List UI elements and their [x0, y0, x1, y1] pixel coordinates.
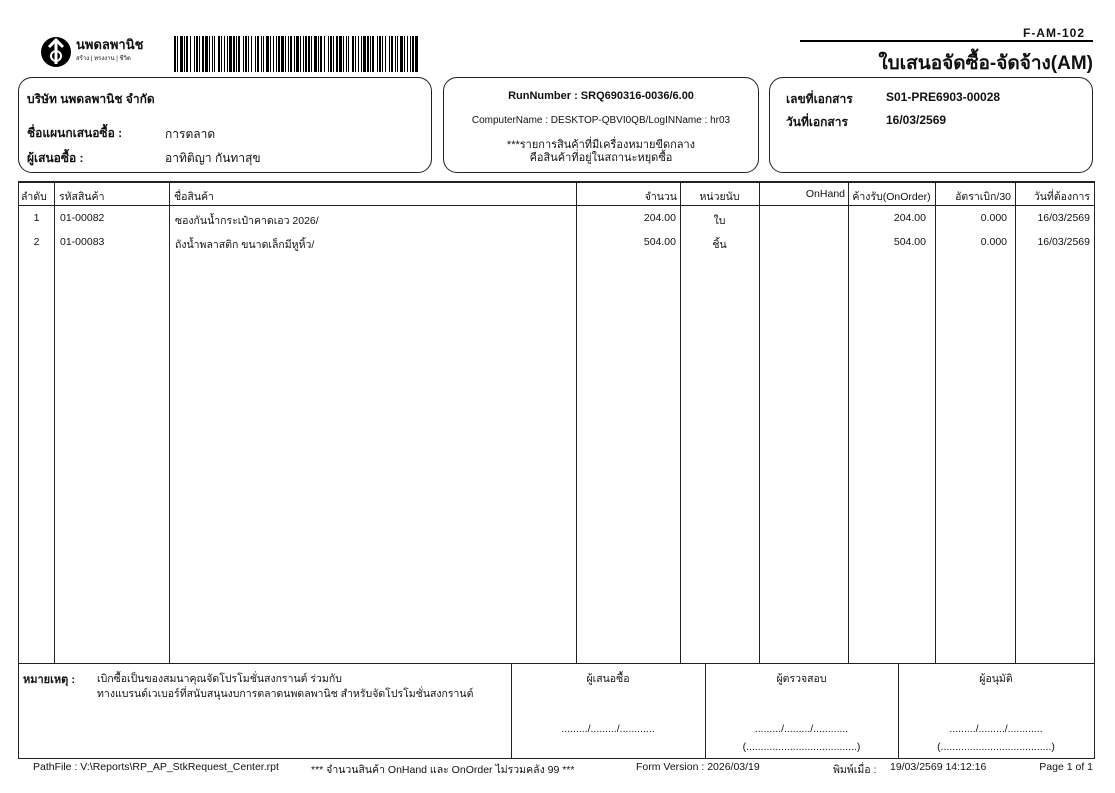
- barcode: [174, 36, 422, 72]
- row-date: 16/03/2569: [1037, 236, 1090, 248]
- discontinued-note-2: คือสินค้าที่อยู่ในสถานะหยุดซื้อ: [529, 152, 673, 164]
- title-rule: [800, 40, 1093, 42]
- doc-date-label: วันที่เอกสาร: [786, 115, 848, 129]
- department-value: การตลาด: [165, 127, 216, 141]
- footer-printed-label: พิมพ์เมื่อ :: [833, 764, 877, 776]
- row-unit: ชิ้น: [712, 239, 727, 251]
- row-date: 16/03/2569: [1037, 212, 1090, 224]
- requester-label: ผู้เสนอซื้อ :: [27, 151, 84, 165]
- sig-checker-name-line: (......................................): [742, 741, 861, 753]
- run-info-box: [443, 77, 759, 173]
- header-code: รหัสสินค้า: [59, 191, 105, 203]
- sig-approver-name-line: (......................................): [937, 741, 1055, 753]
- footer-version: Form Version : 2026/03/19: [636, 761, 760, 773]
- row-code: 01-00083: [60, 236, 105, 248]
- col-divider: [935, 183, 936, 663]
- discontinued-note-1: ***รายการสินค้าที่มีเครื่องหมายขีดกลาง: [506, 139, 696, 151]
- company-name: บริษัท นพดลพานิช จำกัด: [27, 92, 155, 106]
- remarks-line-1: เบิกซื้อเป็นของสมนาคุณจัดโปรโมชั่นสงกรานต์ ร่วมกับ: [97, 673, 342, 685]
- col-divider: [54, 183, 55, 663]
- form-code: F-AM-102: [1022, 26, 1085, 40]
- document-info-box: [769, 77, 1093, 173]
- footer-printed: 19/03/2569 14:12:16: [890, 761, 987, 773]
- company-info-box: [18, 77, 432, 173]
- row-code: 01-00082: [60, 212, 105, 224]
- col-divider: [1015, 183, 1016, 663]
- header-onhand: OnHand: [805, 188, 845, 200]
- row-qty: 504.00: [643, 236, 676, 248]
- col-divider: [680, 183, 681, 663]
- footer-path: PathFile : V:\Reports\RP_AP_StkRequest_Center.rpt: [33, 761, 279, 773]
- header-unit: หน่วยนับ: [699, 191, 740, 203]
- logo-text: นพดลพานิช: [76, 37, 144, 52]
- run-number: RunNumber : SRQ690316-0036/6.00: [508, 90, 694, 102]
- row-rate: 0.000: [980, 212, 1007, 224]
- sig-checker-label: ผู้ตรวจสอบ: [776, 673, 827, 685]
- footer-page: Page 1 of 1: [1039, 761, 1093, 773]
- col-divider: [848, 183, 849, 663]
- row-no: 2: [33, 236, 40, 248]
- header-rate: อัตราเบิก/30: [955, 191, 1011, 203]
- footer-note: *** จำนวนสินค้า OnHand และ OnOrder ไม่รวมคลัง 99 ***: [311, 764, 575, 776]
- doc-no-label: เลขที่เอกสาร: [786, 92, 853, 106]
- header-date: วันที่ต้องการ: [1033, 191, 1090, 203]
- remarks-line-2: ทางแบรนด์เวเบอร์ที่สนับสนุนงบการตลาดนพดลพานิช สำหรับจัดโปรโมชั่นสงกรานต์: [97, 688, 474, 700]
- header-onorder: ค้างรับ(OnOrder): [852, 191, 931, 203]
- sig-approver-label: ผู้อนุมัติ: [979, 673, 1013, 685]
- col-divider: [576, 183, 577, 663]
- header-qty: จำนวน: [644, 191, 677, 203]
- requester-value: อาทิติญา กันทาสุข: [165, 151, 261, 165]
- doc-date-value: 16/03/2569: [886, 113, 947, 127]
- doc-no-value: S01-PRE6903-00028: [886, 90, 1001, 104]
- remarks-label: หมายเหตุ :: [23, 674, 75, 686]
- row-qty: 204.00: [643, 212, 676, 224]
- header-no: ลำดับ: [21, 191, 47, 203]
- row-rate: 0.000: [980, 236, 1007, 248]
- row-onorder: 204.00: [893, 212, 926, 224]
- items-table: [18, 181, 1095, 759]
- row-name: ถังน้ำพลาสติก ขนาดเล็กมีหูหิ้ว/: [175, 239, 315, 251]
- col-divider: [759, 183, 760, 663]
- sig-checker-date: ........./........./............: [754, 723, 849, 735]
- department-label: ชื่อแผนกเสนอซื้อ :: [27, 126, 123, 140]
- barcode-bar: [415, 36, 418, 72]
- header-rule: [19, 205, 1094, 206]
- row-unit: ใบ: [713, 215, 726, 227]
- computer-name: ComputerName : DESKTOP-QBVI0QB/LogINName : hr03: [471, 115, 731, 126]
- header-name: ชื่อสินค้า: [174, 191, 214, 203]
- remarks-rule: [19, 663, 1094, 664]
- col-divider: [169, 183, 170, 663]
- logo-subtext: สร้าง | ทรงงาน | ชีวิต: [76, 56, 131, 62]
- sig-requester-date: ........./........./............: [561, 723, 655, 735]
- sig-requester-label: ผู้เสนอซื้อ: [586, 673, 630, 685]
- row-name: ซองกันน้ำกระเป๋าคาดเอว 2026/: [175, 215, 319, 227]
- row-onorder: 504.00: [893, 236, 926, 248]
- document-title: ใบเสนอจัดซื้อ-จัดจ้าง(AM): [878, 53, 1093, 74]
- row-no: 1: [33, 212, 40, 224]
- sig-approver-date: ........./........./............: [949, 723, 1043, 735]
